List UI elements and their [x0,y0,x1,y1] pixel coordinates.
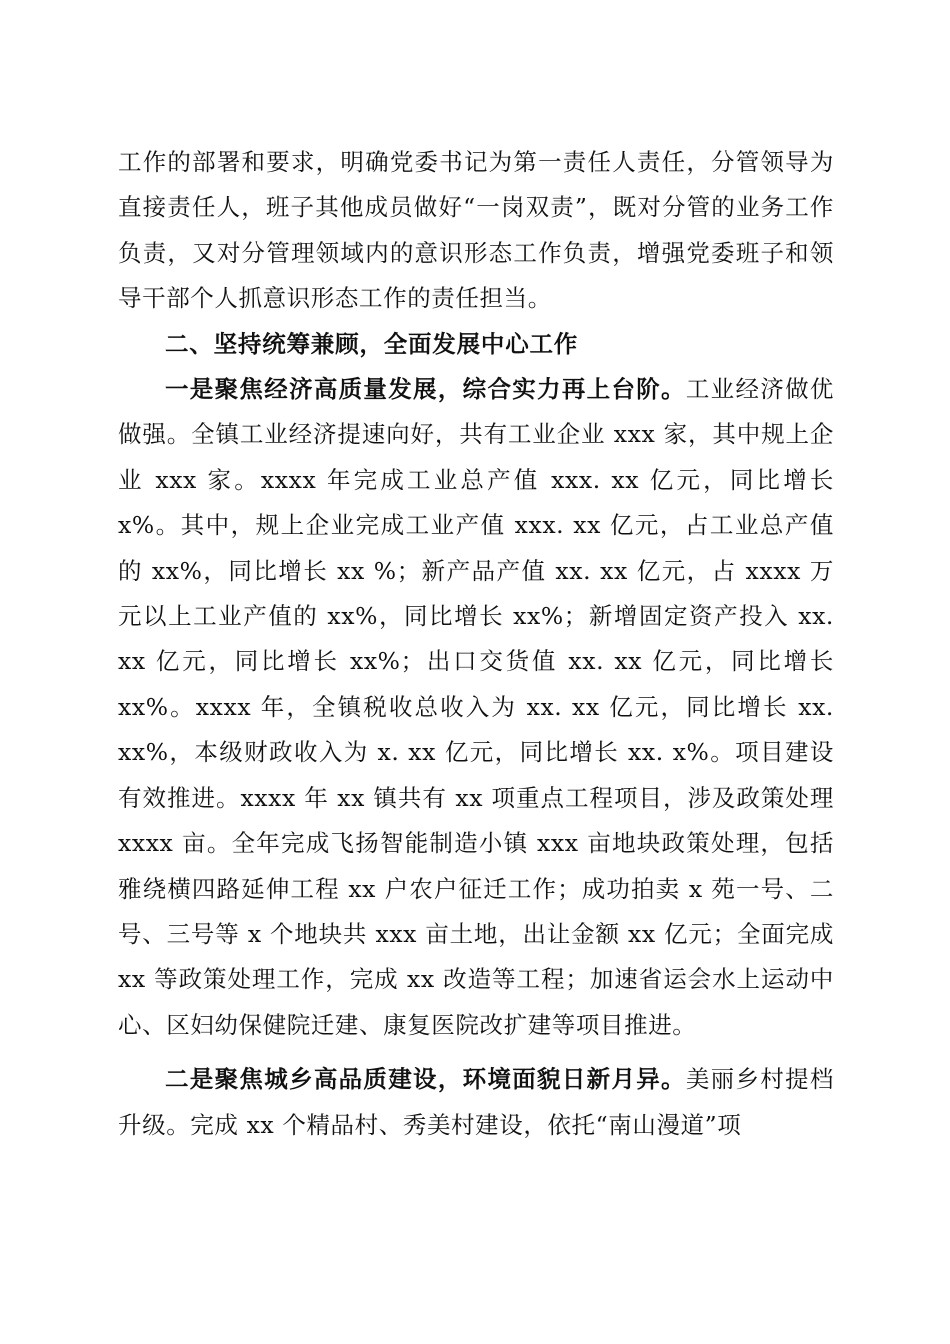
paragraph-spacer [118,1048,834,1057]
paragraph-lead-urban-rural: 二是聚焦城乡高品质建设，环境面貌日新月异。 [165,1065,686,1094]
body-paragraph-urban-rural [118,1057,834,1148]
section-heading: 二、坚持统筹兼顾，全面发展中心工作 [165,329,579,358]
paragraph-body-urban-rural: 美丽乡村提档升级。完成 xx 个精品村、秀美村建设，依托“南山漫道”项 [118,1065,834,1139]
paragraph-body-economy: 工业经济做优做强。全镇工业经济提速向好，共有工业企业 xxx 家，其中规上企业 xxx 家。xxxx 年完成工业总产值 xxx. xx 亿元，同比增长 x%。其中，规上企业完成工业产值 xxx. xx 亿元，占工业总产值的 xx%，同比增长 xx %；新产品产值 xx. xx 亿元，占 xxxx 万元以上工业产值的 xx%，同比增长 xx%；新增固定资产投入 xx. xx 亿元，同比增长 xx%；出口交货值 xx. xx 亿元，同比增长 xx%。xxxx 年，全镇税收总收入为 xx. xx 亿元，同比增长 xx. xx%，本级财政收入为 x. xx 亿元，同比增长 xx. x%。项目建设有效推进。xxxx 年 xx 镇共有 xx 项重点工程项目，涉及政策处理 xxxx 亩。全年完成飞扬智能制造小镇 xxx 亩地块政策处理，包括雅绕横四路延伸工程 xx 户农户征迁工作；成功拍卖 x 苑一号、二号、三号等 x 个地块共 xxx 亩土地，出让金额 xx 亿元；全面完成 xx 等政策处理工作，完成 xx 改造等工程；加速省运会水上运动中心、区妇幼保健院迁建、康复医院改扩建等项目推进。 [118,375,834,1039]
body-paragraph-economy [118,367,834,1048]
paragraph-lead-economy: 一是聚焦经济高质量发展，综合实力再上台阶。 [165,375,686,404]
document-page [118,140,834,1148]
body-paragraph-continuation: 工作的部署和要求，明确党委书记为第一责任人责任，分管领导为直接责任人，班子其他成员做好“一岗双责”，既对分管的业务工作负责，又对分管理领域内的意识形态工作负责，增强党委班子和领导干部个人抓意识形态工作的责任担当。 [118,148,834,313]
